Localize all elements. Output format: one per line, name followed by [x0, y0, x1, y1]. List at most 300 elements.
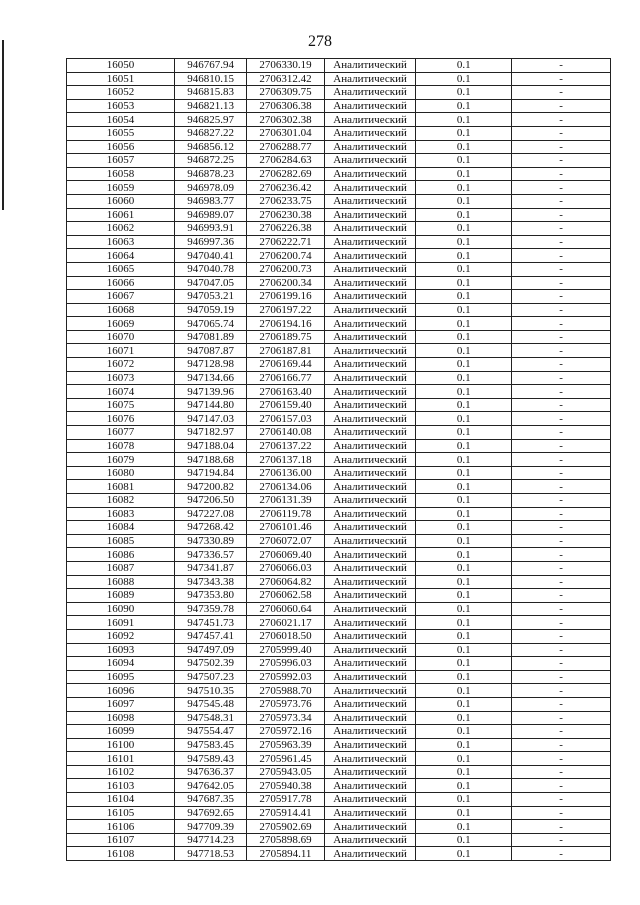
y-coordinate-cell: 2706302.38 [247, 113, 324, 127]
y-coordinate-cell: 2705973.76 [247, 697, 324, 711]
note-cell: - [512, 194, 611, 208]
accuracy-cell: 0.1 [416, 725, 512, 739]
point-id-cell: 16056 [67, 140, 175, 154]
table-row [67, 711, 611, 725]
note-cell: - [512, 684, 611, 698]
y-coordinate-cell: 2706163.40 [247, 385, 324, 399]
method-cell: Аналитический [324, 99, 416, 113]
accuracy-cell: 0.1 [416, 290, 512, 304]
accuracy-cell: 0.1 [416, 371, 512, 385]
note-cell: - [512, 602, 611, 616]
y-coordinate-cell: 2705914.41 [247, 806, 324, 820]
page-number: 278 [308, 33, 332, 50]
point-id-cell: 16050 [67, 59, 175, 73]
note-cell: - [512, 643, 611, 657]
note-cell: - [512, 847, 611, 861]
method-cell: Аналитический [324, 480, 416, 494]
point-id-cell: 16074 [67, 385, 175, 399]
point-id-cell: 16108 [67, 847, 175, 861]
table-row [67, 317, 611, 331]
x-coordinate-cell: 947200.82 [174, 480, 246, 494]
method-cell: Аналитический [324, 629, 416, 643]
note-cell: - [512, 113, 611, 127]
x-coordinate-cell: 947336.57 [174, 548, 246, 562]
x-coordinate-cell: 946810.15 [174, 72, 246, 86]
accuracy-cell: 0.1 [416, 657, 512, 671]
method-cell: Аналитический [324, 806, 416, 820]
table-row [67, 412, 611, 426]
x-coordinate-cell: 946856.12 [174, 140, 246, 154]
point-id-cell: 16082 [67, 494, 175, 508]
y-coordinate-cell: 2706069.40 [247, 548, 324, 562]
x-coordinate-cell: 947087.87 [174, 344, 246, 358]
x-coordinate-cell: 947227.08 [174, 507, 246, 521]
note-cell: - [512, 507, 611, 521]
table-row [67, 439, 611, 453]
y-coordinate-cell: 2706301.04 [247, 126, 324, 140]
method-cell: Аналитический [324, 643, 416, 657]
point-id-cell: 16053 [67, 99, 175, 113]
x-coordinate-cell: 946825.97 [174, 113, 246, 127]
point-id-cell: 16083 [67, 507, 175, 521]
y-coordinate-cell: 2706226.38 [247, 222, 324, 236]
y-coordinate-cell: 2706157.03 [247, 412, 324, 426]
x-coordinate-cell: 947642.05 [174, 779, 246, 793]
note-cell: - [512, 725, 611, 739]
y-coordinate-cell: 2706159.40 [247, 398, 324, 412]
table-row [67, 86, 611, 100]
y-coordinate-cell: 2706134.06 [247, 480, 324, 494]
y-coordinate-cell: 2706018.50 [247, 629, 324, 643]
method-cell: Аналитический [324, 765, 416, 779]
accuracy-cell: 0.1 [416, 670, 512, 684]
point-id-cell: 16091 [67, 616, 175, 630]
y-coordinate-cell: 2705996.03 [247, 657, 324, 671]
method-cell: Аналитический [324, 466, 416, 480]
accuracy-cell: 0.1 [416, 249, 512, 263]
table-row [67, 371, 611, 385]
table-row [67, 779, 611, 793]
x-coordinate-cell: 947139.96 [174, 385, 246, 399]
accuracy-cell: 0.1 [416, 602, 512, 616]
point-id-cell: 16098 [67, 711, 175, 725]
accuracy-cell: 0.1 [416, 480, 512, 494]
table-row [67, 235, 611, 249]
y-coordinate-cell: 2706200.73 [247, 262, 324, 276]
point-id-cell: 16090 [67, 602, 175, 616]
x-coordinate-cell: 947343.38 [174, 575, 246, 589]
note-cell: - [512, 86, 611, 100]
method-cell: Аналитический [324, 616, 416, 630]
note-cell: - [512, 589, 611, 603]
point-id-cell: 16106 [67, 820, 175, 834]
y-coordinate-cell: 2706140.08 [247, 426, 324, 440]
method-cell: Аналитический [324, 358, 416, 372]
accuracy-cell: 0.1 [416, 439, 512, 453]
accuracy-cell: 0.1 [416, 235, 512, 249]
y-coordinate-cell: 2705894.11 [247, 847, 324, 861]
y-coordinate-cell: 2705972.16 [247, 725, 324, 739]
table-row [67, 426, 611, 440]
method-cell: Аналитический [324, 181, 416, 195]
table-row [67, 276, 611, 290]
note-cell: - [512, 820, 611, 834]
method-cell: Аналитический [324, 575, 416, 589]
point-id-cell: 16060 [67, 194, 175, 208]
accuracy-cell: 0.1 [416, 412, 512, 426]
note-cell: - [512, 154, 611, 168]
method-cell: Аналитический [324, 235, 416, 249]
note-cell: - [512, 235, 611, 249]
x-coordinate-cell: 947194.84 [174, 466, 246, 480]
point-id-cell: 16071 [67, 344, 175, 358]
table-row [67, 657, 611, 671]
note-cell: - [512, 317, 611, 331]
method-cell: Аналитический [324, 208, 416, 222]
table-row [67, 113, 611, 127]
table-row [67, 561, 611, 575]
y-coordinate-cell: 2706062.58 [247, 589, 324, 603]
y-coordinate-cell: 2706194.16 [247, 317, 324, 331]
note-cell: - [512, 629, 611, 643]
note-cell: - [512, 181, 611, 195]
note-cell: - [512, 561, 611, 575]
table-row [67, 589, 611, 603]
note-cell: - [512, 738, 611, 752]
table-row [67, 806, 611, 820]
x-coordinate-cell: 947147.03 [174, 412, 246, 426]
accuracy-cell: 0.1 [416, 616, 512, 630]
note-cell: - [512, 262, 611, 276]
table-row [67, 466, 611, 480]
point-id-cell: 16059 [67, 181, 175, 195]
method-cell: Аналитический [324, 72, 416, 86]
accuracy-cell: 0.1 [416, 561, 512, 575]
note-cell: - [512, 208, 611, 222]
method-cell: Аналитический [324, 426, 416, 440]
table-row [67, 249, 611, 263]
accuracy-cell: 0.1 [416, 194, 512, 208]
y-coordinate-cell: 2706137.22 [247, 439, 324, 453]
method-cell: Аналитический [324, 317, 416, 331]
table-row [67, 167, 611, 181]
x-coordinate-cell: 947692.65 [174, 806, 246, 820]
x-coordinate-cell: 946997.36 [174, 235, 246, 249]
y-coordinate-cell: 2706199.16 [247, 290, 324, 304]
accuracy-cell: 0.1 [416, 779, 512, 793]
point-id-cell: 16067 [67, 290, 175, 304]
method-cell: Аналитический [324, 167, 416, 181]
point-id-cell: 16084 [67, 521, 175, 535]
point-id-cell: 16087 [67, 561, 175, 575]
accuracy-cell: 0.1 [416, 697, 512, 711]
x-coordinate-cell: 946827.22 [174, 126, 246, 140]
accuracy-cell: 0.1 [416, 793, 512, 807]
note-cell: - [512, 711, 611, 725]
accuracy-cell: 0.1 [416, 833, 512, 847]
y-coordinate-cell: 2706230.38 [247, 208, 324, 222]
table-row [67, 194, 611, 208]
point-id-cell: 16077 [67, 426, 175, 440]
method-cell: Аналитический [324, 59, 416, 73]
point-id-cell: 16076 [67, 412, 175, 426]
x-coordinate-cell: 946978.09 [174, 181, 246, 195]
method-cell: Аналитический [324, 439, 416, 453]
x-coordinate-cell: 947502.39 [174, 657, 246, 671]
x-coordinate-cell: 947128.98 [174, 358, 246, 372]
point-id-cell: 16079 [67, 453, 175, 467]
point-id-cell: 16088 [67, 575, 175, 589]
x-coordinate-cell: 947353.80 [174, 589, 246, 603]
x-coordinate-cell: 947359.78 [174, 602, 246, 616]
x-coordinate-cell: 947510.35 [174, 684, 246, 698]
note-cell: - [512, 167, 611, 181]
method-cell: Аналитический [324, 833, 416, 847]
method-cell: Аналитический [324, 820, 416, 834]
point-id-cell: 16104 [67, 793, 175, 807]
method-cell: Аналитический [324, 385, 416, 399]
accuracy-cell: 0.1 [416, 385, 512, 399]
point-id-cell: 16058 [67, 167, 175, 181]
x-coordinate-cell: 947144.80 [174, 398, 246, 412]
method-cell: Аналитический [324, 602, 416, 616]
y-coordinate-cell: 2706131.39 [247, 494, 324, 508]
note-cell: - [512, 779, 611, 793]
point-id-cell: 16069 [67, 317, 175, 331]
x-coordinate-cell: 947206.50 [174, 494, 246, 508]
point-id-cell: 16100 [67, 738, 175, 752]
note-cell: - [512, 575, 611, 589]
accuracy-cell: 0.1 [416, 398, 512, 412]
table-row [67, 616, 611, 630]
accuracy-cell: 0.1 [416, 575, 512, 589]
y-coordinate-cell: 2705988.70 [247, 684, 324, 698]
y-coordinate-cell: 2706284.63 [247, 154, 324, 168]
accuracy-cell: 0.1 [416, 643, 512, 657]
accuracy-cell: 0.1 [416, 521, 512, 535]
accuracy-cell: 0.1 [416, 507, 512, 521]
x-coordinate-cell: 947718.53 [174, 847, 246, 861]
x-coordinate-cell: 947053.21 [174, 290, 246, 304]
point-id-cell: 16051 [67, 72, 175, 86]
table-row [67, 833, 611, 847]
table-row [67, 521, 611, 535]
method-cell: Аналитический [324, 752, 416, 766]
table-row [67, 398, 611, 412]
accuracy-cell: 0.1 [416, 548, 512, 562]
accuracy-cell: 0.1 [416, 126, 512, 140]
y-coordinate-cell: 2706136.00 [247, 466, 324, 480]
y-coordinate-cell: 2706233.75 [247, 194, 324, 208]
accuracy-cell: 0.1 [416, 72, 512, 86]
note-cell: - [512, 765, 611, 779]
table-row [67, 738, 611, 752]
accuracy-cell: 0.1 [416, 167, 512, 181]
table-row [67, 385, 611, 399]
accuracy-cell: 0.1 [416, 59, 512, 73]
note-cell: - [512, 439, 611, 453]
point-id-cell: 16068 [67, 303, 175, 317]
accuracy-cell: 0.1 [416, 154, 512, 168]
accuracy-cell: 0.1 [416, 113, 512, 127]
table-row [67, 330, 611, 344]
x-coordinate-cell: 947047.05 [174, 276, 246, 290]
note-cell: - [512, 548, 611, 562]
note-cell: - [512, 303, 611, 317]
accuracy-cell: 0.1 [416, 262, 512, 276]
y-coordinate-cell: 2706200.74 [247, 249, 324, 263]
note-cell: - [512, 494, 611, 508]
method-cell: Аналитический [324, 725, 416, 739]
y-coordinate-cell: 2705963.39 [247, 738, 324, 752]
table-row [67, 494, 611, 508]
method-cell: Аналитический [324, 847, 416, 861]
point-id-cell: 16089 [67, 589, 175, 603]
y-coordinate-cell: 2706288.77 [247, 140, 324, 154]
table-row [67, 752, 611, 766]
x-coordinate-cell: 947583.45 [174, 738, 246, 752]
method-cell: Аналитический [324, 657, 416, 671]
accuracy-cell: 0.1 [416, 317, 512, 331]
x-coordinate-cell: 946821.13 [174, 99, 246, 113]
y-coordinate-cell: 2706197.22 [247, 303, 324, 317]
table-row [67, 262, 611, 276]
method-cell: Аналитический [324, 249, 416, 263]
method-cell: Аналитический [324, 793, 416, 807]
note-cell: - [512, 398, 611, 412]
accuracy-cell: 0.1 [416, 344, 512, 358]
y-coordinate-cell: 2706169.44 [247, 358, 324, 372]
table-row [67, 140, 611, 154]
y-coordinate-cell: 2705999.40 [247, 643, 324, 657]
table-row [67, 181, 611, 195]
x-coordinate-cell: 947545.48 [174, 697, 246, 711]
accuracy-cell: 0.1 [416, 589, 512, 603]
point-id-cell: 16072 [67, 358, 175, 372]
x-coordinate-cell: 947457.41 [174, 629, 246, 643]
method-cell: Аналитический [324, 371, 416, 385]
note-cell: - [512, 385, 611, 399]
method-cell: Аналитический [324, 194, 416, 208]
y-coordinate-cell: 2705898.69 [247, 833, 324, 847]
table-row [67, 725, 611, 739]
note-cell: - [512, 480, 611, 494]
note-cell: - [512, 793, 611, 807]
y-coordinate-cell: 2706330.19 [247, 59, 324, 73]
method-cell: Аналитический [324, 344, 416, 358]
point-id-cell: 16073 [67, 371, 175, 385]
table-row [67, 480, 611, 494]
x-coordinate-cell: 947081.89 [174, 330, 246, 344]
accuracy-cell: 0.1 [416, 140, 512, 154]
x-coordinate-cell: 947687.35 [174, 793, 246, 807]
table-row [67, 154, 611, 168]
note-cell: - [512, 806, 611, 820]
x-coordinate-cell: 947507.23 [174, 670, 246, 684]
table-row [67, 303, 611, 317]
y-coordinate-cell: 2706119.78 [247, 507, 324, 521]
x-coordinate-cell: 947059.19 [174, 303, 246, 317]
table-row [67, 72, 611, 86]
point-id-cell: 16099 [67, 725, 175, 739]
accuracy-cell: 0.1 [416, 208, 512, 222]
y-coordinate-cell: 2706137.18 [247, 453, 324, 467]
point-id-cell: 16052 [67, 86, 175, 100]
point-id-cell: 16096 [67, 684, 175, 698]
method-cell: Аналитический [324, 670, 416, 684]
accuracy-cell: 0.1 [416, 181, 512, 195]
y-coordinate-cell: 2705973.34 [247, 711, 324, 725]
note-cell: - [512, 521, 611, 535]
table-row [67, 643, 611, 657]
note-cell: - [512, 371, 611, 385]
table-row [67, 99, 611, 113]
method-cell: Аналитический [324, 494, 416, 508]
note-cell: - [512, 697, 611, 711]
table-row [67, 344, 611, 358]
table-row [67, 697, 611, 711]
table-row [67, 629, 611, 643]
accuracy-cell: 0.1 [416, 99, 512, 113]
x-coordinate-cell: 947554.47 [174, 725, 246, 739]
note-cell: - [512, 466, 611, 480]
note-cell: - [512, 276, 611, 290]
note-cell: - [512, 412, 611, 426]
x-coordinate-cell: 946983.77 [174, 194, 246, 208]
x-coordinate-cell: 947134.66 [174, 371, 246, 385]
point-id-cell: 16101 [67, 752, 175, 766]
method-cell: Аналитический [324, 86, 416, 100]
table-row [67, 575, 611, 589]
table-row [67, 222, 611, 236]
accuracy-cell: 0.1 [416, 222, 512, 236]
method-cell: Аналитический [324, 548, 416, 562]
x-coordinate-cell: 946872.25 [174, 154, 246, 168]
point-id-cell: 16095 [67, 670, 175, 684]
point-id-cell: 16061 [67, 208, 175, 222]
note-cell: - [512, 344, 611, 358]
point-id-cell: 16075 [67, 398, 175, 412]
y-coordinate-cell: 2706306.38 [247, 99, 324, 113]
x-coordinate-cell: 947268.42 [174, 521, 246, 535]
accuracy-cell: 0.1 [416, 820, 512, 834]
note-cell: - [512, 534, 611, 548]
note-cell: - [512, 126, 611, 140]
note-cell: - [512, 249, 611, 263]
point-id-cell: 16063 [67, 235, 175, 249]
note-cell: - [512, 657, 611, 671]
y-coordinate-cell: 2706222.71 [247, 235, 324, 249]
y-coordinate-cell: 2706312.42 [247, 72, 324, 86]
method-cell: Аналитический [324, 684, 416, 698]
table-row [67, 59, 611, 73]
accuracy-cell: 0.1 [416, 534, 512, 548]
note-cell: - [512, 833, 611, 847]
method-cell: Аналитический [324, 222, 416, 236]
x-coordinate-cell: 946993.91 [174, 222, 246, 236]
method-cell: Аналитический [324, 521, 416, 535]
method-cell: Аналитический [324, 330, 416, 344]
point-id-cell: 16094 [67, 657, 175, 671]
point-id-cell: 16064 [67, 249, 175, 263]
table-row [67, 507, 611, 521]
y-coordinate-cell: 2705943.05 [247, 765, 324, 779]
y-coordinate-cell: 2705992.03 [247, 670, 324, 684]
note-cell: - [512, 752, 611, 766]
x-coordinate-cell: 947330.89 [174, 534, 246, 548]
accuracy-cell: 0.1 [416, 86, 512, 100]
table-row [67, 126, 611, 140]
